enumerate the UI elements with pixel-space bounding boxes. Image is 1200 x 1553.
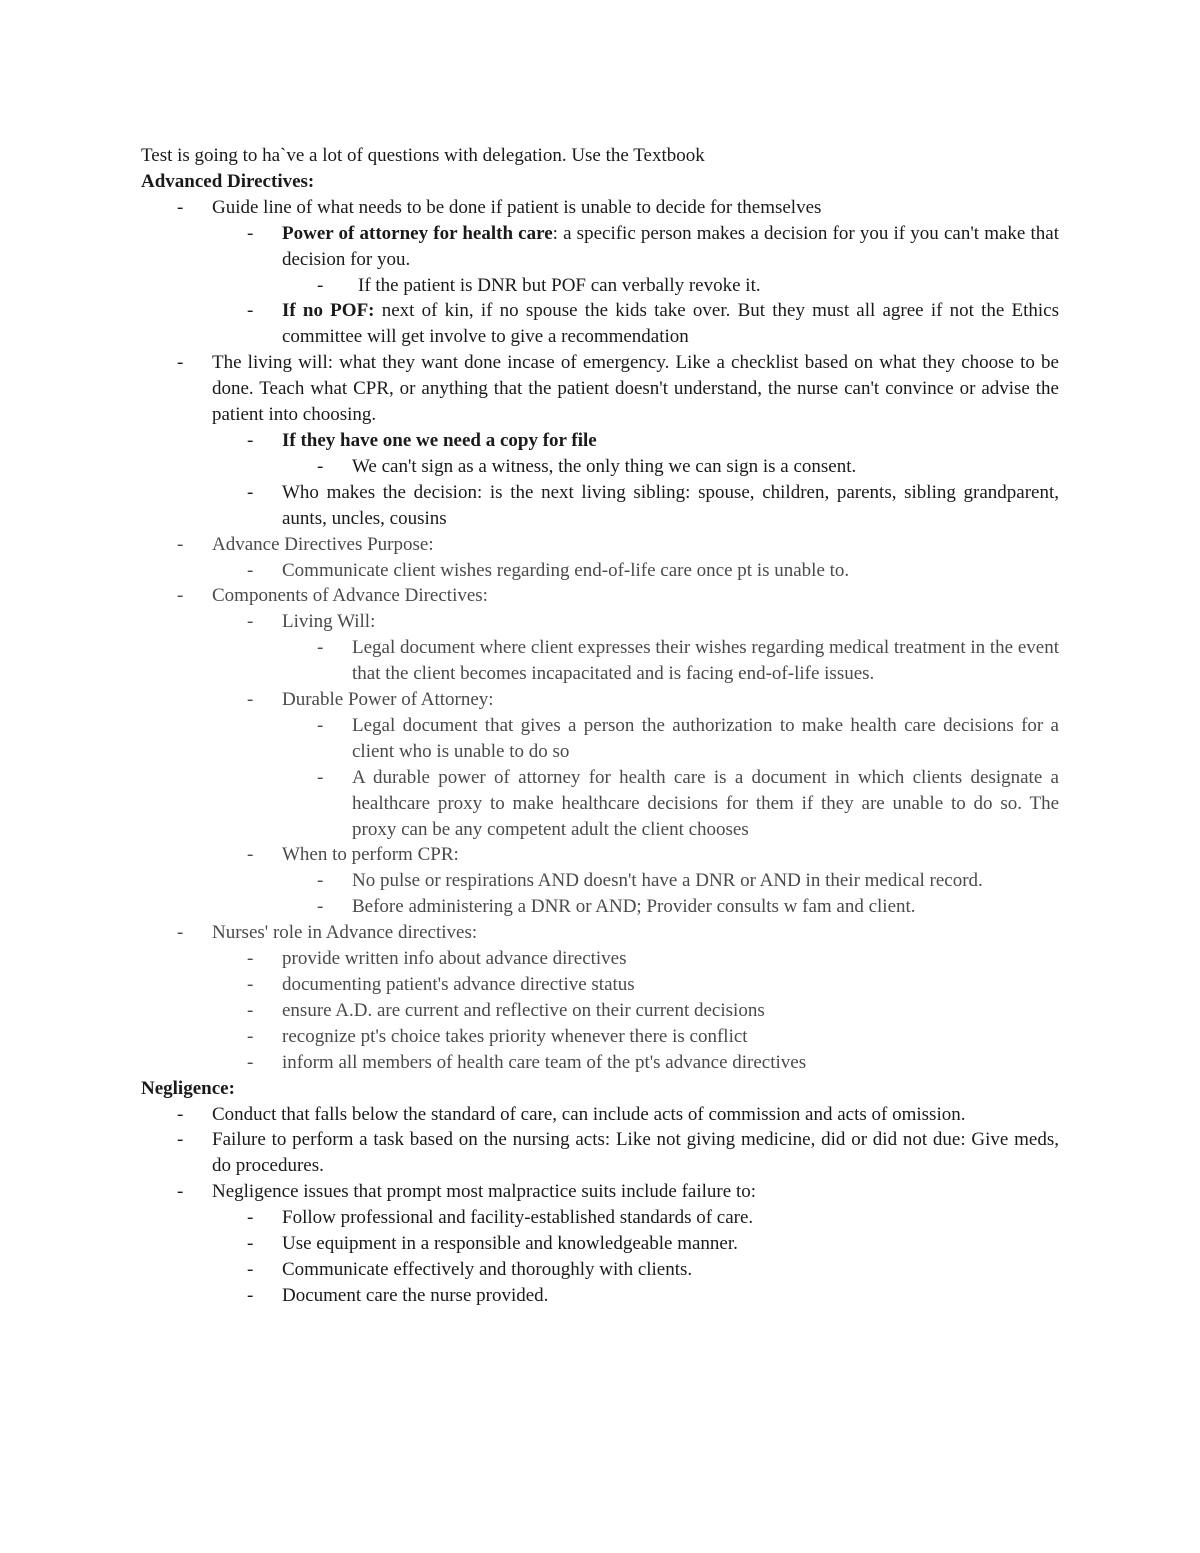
bullet-dash: - xyxy=(247,844,254,866)
bullet-dash: - xyxy=(317,637,324,659)
bullet-dash: - xyxy=(247,1207,254,1229)
bullet-dash: - xyxy=(177,585,184,607)
item-text: ensure A.D. are current and reflective on their current decisions xyxy=(282,999,765,1021)
list-item xyxy=(141,428,1059,454)
bullet-dash: - xyxy=(317,714,324,736)
list-item xyxy=(141,221,1059,273)
item-text: inform all members of health care team of the pt's advance directives xyxy=(282,1051,807,1073)
list-item xyxy=(141,1127,1059,1179)
item-text: Failure to perform a task based on the nursing acts: Like not giving medicine, did or did not due: Give meds, do procedures. xyxy=(212,1129,1059,1177)
bullet-dash: - xyxy=(247,1284,254,1306)
heading-negligence: Negligence: xyxy=(141,1077,235,1099)
bullet-dash: - xyxy=(247,1025,254,1047)
item-bold-text: If they have one we need a copy for file xyxy=(282,429,597,451)
list-item xyxy=(141,1257,1059,1283)
item-text: Communicate client wishes regarding end-of-life care once pt is unable to. xyxy=(282,559,850,581)
bullet-dash: - xyxy=(247,300,254,322)
list-item xyxy=(141,946,1059,972)
list-item xyxy=(141,532,1059,558)
bullet-dash: - xyxy=(247,1051,254,1073)
list-item xyxy=(141,687,1059,713)
bullet-dash: - xyxy=(177,196,184,218)
list-item xyxy=(141,1024,1059,1050)
list-item xyxy=(141,195,1059,221)
item-text: Conduct that falls below the standard of care, can include acts of commission and acts of omission. xyxy=(212,1103,966,1125)
list-item xyxy=(141,298,1059,350)
bullet-dash: - xyxy=(247,559,254,581)
list-item xyxy=(141,1205,1059,1231)
list-item xyxy=(141,273,1059,299)
item-text: Document care the nurse provided. xyxy=(282,1284,549,1306)
document-body xyxy=(141,143,1059,1309)
bullet-dash: - xyxy=(247,1233,254,1255)
item-text: : a specific person makes a decision for you if you can't make that decision for you. xyxy=(282,222,1059,270)
list-item xyxy=(141,972,1059,998)
item-text: Legal document that gives a person the authorization to make health care decisions for a client who is unable to do so xyxy=(352,714,1059,762)
list-item xyxy=(141,454,1059,480)
item-text: Use equipment in a responsible and knowledgeable manner. xyxy=(282,1233,738,1255)
item-bold-text: Power of attorney for health care xyxy=(282,222,553,244)
list-item xyxy=(141,480,1059,532)
bullet-dash: - xyxy=(177,922,184,944)
item-bold-text: If no POF: xyxy=(282,300,375,322)
item-text: Components of Advance Directives: xyxy=(212,585,488,607)
item-text: Legal document where client expresses their wishes regarding medical treatment in the event that the client becomes incapacitated and is facing end-of-life issues. xyxy=(352,637,1059,685)
list-item xyxy=(141,998,1059,1024)
item-text: Nurses' role in Advance directives: xyxy=(212,922,478,944)
list-item xyxy=(141,350,1059,428)
item-text: We can't sign as a witness, the only thing we can sign is a consent. xyxy=(352,455,857,477)
bullet-dash: - xyxy=(247,1258,254,1280)
item-text: Who makes the decision: is the next living sibling: spouse, children, parents, sibling grandparent, aunts, uncles, cousins xyxy=(282,481,1059,529)
item-text: If the patient is DNR but POF can verbally revoke it. xyxy=(358,274,761,296)
bullet-dash: - xyxy=(177,533,184,555)
bullet-dash: - xyxy=(247,429,254,451)
list-item xyxy=(141,765,1059,843)
bullet-dash: - xyxy=(247,948,254,970)
bullet-dash: - xyxy=(247,222,254,244)
item-text: When to perform CPR: xyxy=(282,844,459,866)
list-item xyxy=(141,1231,1059,1257)
bullet-dash: - xyxy=(247,481,254,503)
bullet-dash: - xyxy=(177,1129,184,1151)
heading-advanced-directives: Advanced Directives: xyxy=(141,170,315,192)
bullet-dash: - xyxy=(247,999,254,1021)
bullet-dash: - xyxy=(247,611,254,633)
list-item xyxy=(141,558,1059,584)
list-item xyxy=(141,635,1059,687)
item-text: Communicate effectively and thoroughly with clients. xyxy=(282,1258,693,1280)
item-text: The living will: what they want done incase of emergency. Like a checklist based on what they choose to be done. Teach what CPR, or anything that the patient doesn't understand, the nurse can't convince or advise the patient into choosing. xyxy=(212,352,1059,426)
item-text: Guide line of what needs to be done if patient is unable to decide for themselves xyxy=(212,196,822,218)
item-text: Negligence issues that prompt most malpractice suits include failure to: xyxy=(212,1181,756,1203)
item-text: Follow professional and facility-established standards of care. xyxy=(282,1207,754,1229)
list-item xyxy=(141,868,1059,894)
intro-line: Test is going to ha`ve a lot of questions with delegation. Use the Textbook xyxy=(141,145,705,166)
item-text: recognize pt's choice takes priority whenever there is conflict xyxy=(282,1025,748,1047)
item-text: A durable power of attorney for health care is a document in which clients designate a healthcare proxy to make healthcare decisions for them if they are unable to do so. The proxy can be any competent adult the client chooses xyxy=(352,766,1059,840)
bullet-dash: - xyxy=(177,352,184,374)
bullet-dash: - xyxy=(317,896,324,918)
item-text: next of kin, if no spouse the kids take over. But they must all agree if not the Ethics committee will get involve to give a recommendation xyxy=(282,300,1059,348)
item-text: Durable Power of Attorney: xyxy=(282,689,494,711)
bullet-dash: - xyxy=(317,274,324,296)
list-item xyxy=(141,713,1059,765)
item-text: documenting patient's advance directive status xyxy=(282,974,635,995)
list-item xyxy=(141,920,1059,946)
bullet-dash: - xyxy=(317,870,324,892)
bullet-dash: - xyxy=(177,1181,184,1203)
item-text: Advance Directives Purpose: xyxy=(212,533,434,555)
list-item xyxy=(141,1102,1059,1128)
item-text: Living Will: xyxy=(282,611,376,633)
bullet-dash: - xyxy=(247,974,254,995)
bullet-dash: - xyxy=(317,766,324,788)
list-item xyxy=(141,1283,1059,1309)
list-item xyxy=(141,583,1059,609)
list-item xyxy=(141,1179,1059,1205)
item-text: Before administering a DNR or AND; Provider consults w fam and client. xyxy=(352,896,916,918)
item-text: No pulse or respirations AND doesn't have a DNR or AND in their medical record. xyxy=(352,870,983,892)
list-item xyxy=(141,1050,1059,1076)
list-item xyxy=(141,609,1059,635)
item-text: provide written info about advance directives xyxy=(282,948,627,970)
list-item xyxy=(141,842,1059,868)
bullet-dash: - xyxy=(317,455,324,477)
list-item xyxy=(141,894,1059,920)
bullet-dash: - xyxy=(177,1103,184,1125)
bullet-dash: - xyxy=(247,689,254,711)
